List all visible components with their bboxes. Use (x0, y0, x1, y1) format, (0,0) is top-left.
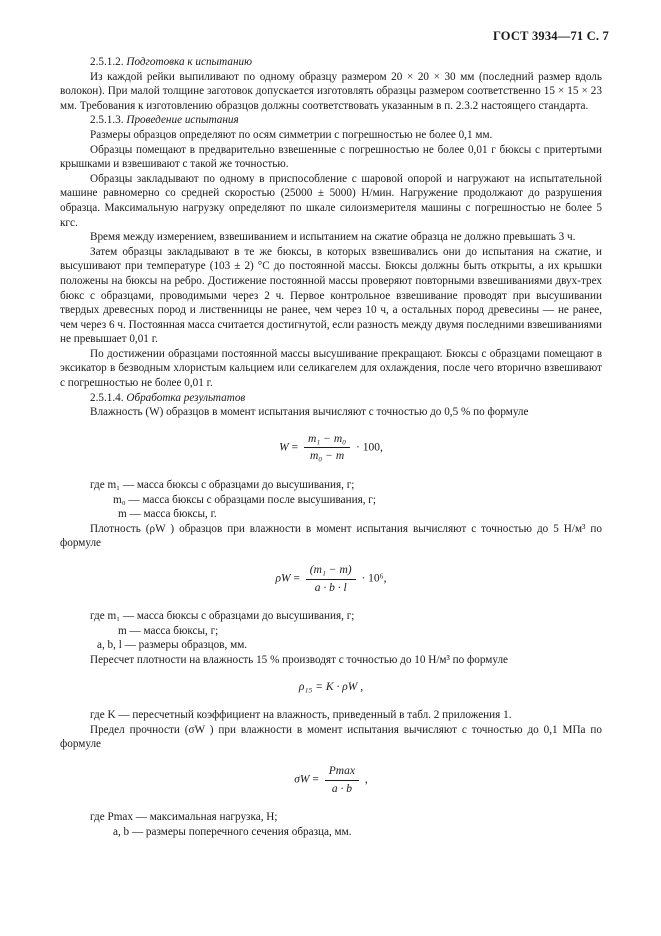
paragraph: По достижении образцами постоянной массы высушивание прекращают. Бюксы с образцами помещают в эксикатор в безводным хлористым кальцием или селикагелем для охлаждения, после чего вторично взвешивают с погрешностью не более 0,01 г. (60, 347, 602, 390)
paragraph: Образцы помещают в предварительно взвешенные с погрешностью не более 0,01 г бюксы с притертыми крышками и взвешивают с такой же точностью. (60, 143, 602, 171)
formula-density-15 (60, 680, 602, 695)
where-line: m — масса бюксы, г. (118, 508, 217, 521)
formula-text: ρ₁₅ = K · ρW , (298, 680, 364, 693)
formula-density: ρW = $\frac{\text{(m₁ − m)}}{a \cdot b \cdot l}$ · 10⁶, (275, 564, 387, 594)
formula-numerator: (m₁ − m) (306, 563, 356, 580)
formula-fraction (325, 764, 359, 796)
formula-numerator: Pmax (325, 764, 359, 781)
formula-denominator: a · b · l (314, 581, 347, 594)
section-title: Обработка результатов (126, 391, 246, 404)
where-line: a, b — размеры поперечного сечения образца, мм. (113, 825, 352, 838)
formula-fraction (306, 563, 356, 595)
section-number: 2.5.1.3. (90, 114, 124, 127)
formula-moisture: W = $\frac{\text{m₁ − m₀}}{\text{m₀ − m}}$ · 100, (279, 432, 383, 463)
section-title: Проведение испытания (126, 114, 239, 127)
paragraph: Предел прочности (σW ) при влажности в момент испытания вычисляют с точностью до 0,1 МПа по формуле (60, 723, 602, 751)
document-body (60, 55, 602, 839)
page-header: ГОСТ 3934—71 С. 7 (492, 29, 609, 43)
section-number: 2.5.1.2. (90, 56, 124, 68)
where-line: m — масса бюксы, г; (118, 624, 219, 637)
formula-lhs: ρW (275, 572, 291, 585)
where-line: a, b, l — размеры образцов, мм. (97, 639, 248, 652)
formula-tail: · 100, (356, 441, 383, 454)
formula-lhs: W (279, 441, 289, 454)
formula-denominator: a · b (331, 782, 352, 795)
formula-tail: , (364, 773, 368, 786)
paragraph: Пересчет плотности на влажность 15 % производят с точностью до 10 Н/м³ по формуле (90, 653, 509, 666)
paragraph: Плотность (ρW ) образцов при влажности в момент испытания вычисляют с точностью до 5 Н/м³ по формуле (60, 522, 602, 550)
formula-fraction (304, 432, 350, 464)
formula-tail: · 10⁶, (361, 572, 387, 585)
where-line: где Pmax — максимальная нагрузка, Н; (90, 811, 278, 824)
section-2-5-1-4 (60, 391, 602, 406)
section-2-5-1-3 (60, 113, 602, 128)
section-2-5-1-2 (60, 55, 602, 70)
where-line: где K — пересчетный коэффициент на влажность, приведенный в табл. 2 приложения 1. (90, 709, 512, 722)
where-line: m₀ — масса бюксы с образцами после высушивания, г; (113, 493, 377, 506)
formula-denominator: m₀ − m (310, 450, 345, 463)
formula-numerator: m₁ − m₀ (304, 432, 350, 449)
paragraph: Образцы закладывают по одному в приспособление с шаровой опорой и нагружают на испытательной машине равномерно со средней скоростью (25000 ± 5000) Н/мин. Нагружение продолжают до разрушения образца. Максимальную нагрузку определяют по шкале силоизмерителя машины с погрешностью не более 5 кгс. (60, 172, 602, 229)
where-line: где m₁ — масса бюксы с образцами до высушивания, г; (90, 479, 355, 492)
paragraph: Время между измерением, взвешиванием и испытанием на сжатие образца не должно превышать 3 ч. (90, 231, 576, 244)
paragraph: Влажность (W) образцов в момент испытания вычисляют с точностью до 0,5 % по формуле (90, 406, 529, 419)
where-line: где m₁ — масса бюксы с образцами до высушивания, г; (90, 610, 355, 623)
paragraph: Размеры образцов определяют по осям симметрии с погрешностью не более 0,1 мм. (90, 128, 493, 141)
section-title: Подготовка к испытанию (126, 56, 252, 68)
paragraph: Из каждой рейки выпиливают по одному образцу размером 20 × 20 × 30 мм (последний размер вдоль волокон). При малой толщине заготовок допускается изготовлять образцы размером соответственно 15 × 15 × 23 мм. Требования к изготовлению образцов должны соответствовать указанным в п. 2.3.2 настоящего стандарта. (60, 70, 602, 112)
section-number: 2.5.1.4. (90, 391, 124, 404)
formula-lhs: σW (294, 773, 310, 786)
formula-strength: σW = $\frac{Pmax}{a \cdot b}$ , (294, 764, 368, 795)
paragraph: Затем образцы закладывают в те же бюксы, в которых взвешивались они до испытания на сжатие, и высушивают при температуре (103 ± 2) °С до постоянной массы. Бюксы должны быть открыты, а их крышки положены на бюксы на ребро. Достижение постоянной массы проверяют повторными взвешиваниями двух-трех бюкс с образцами, проводимыми через 2 ч. Первое контрольное взвешивание проводят при высушивании твердых древесных пород и лиственницы не ранее, чем через 10 ч, а остальных пород древесины — не ранее, чем через 6 ч. Постоянная масса считается достигнутой, если разность между двумя последними взвешиваниями не превышает 0,01 г. (60, 245, 602, 346)
